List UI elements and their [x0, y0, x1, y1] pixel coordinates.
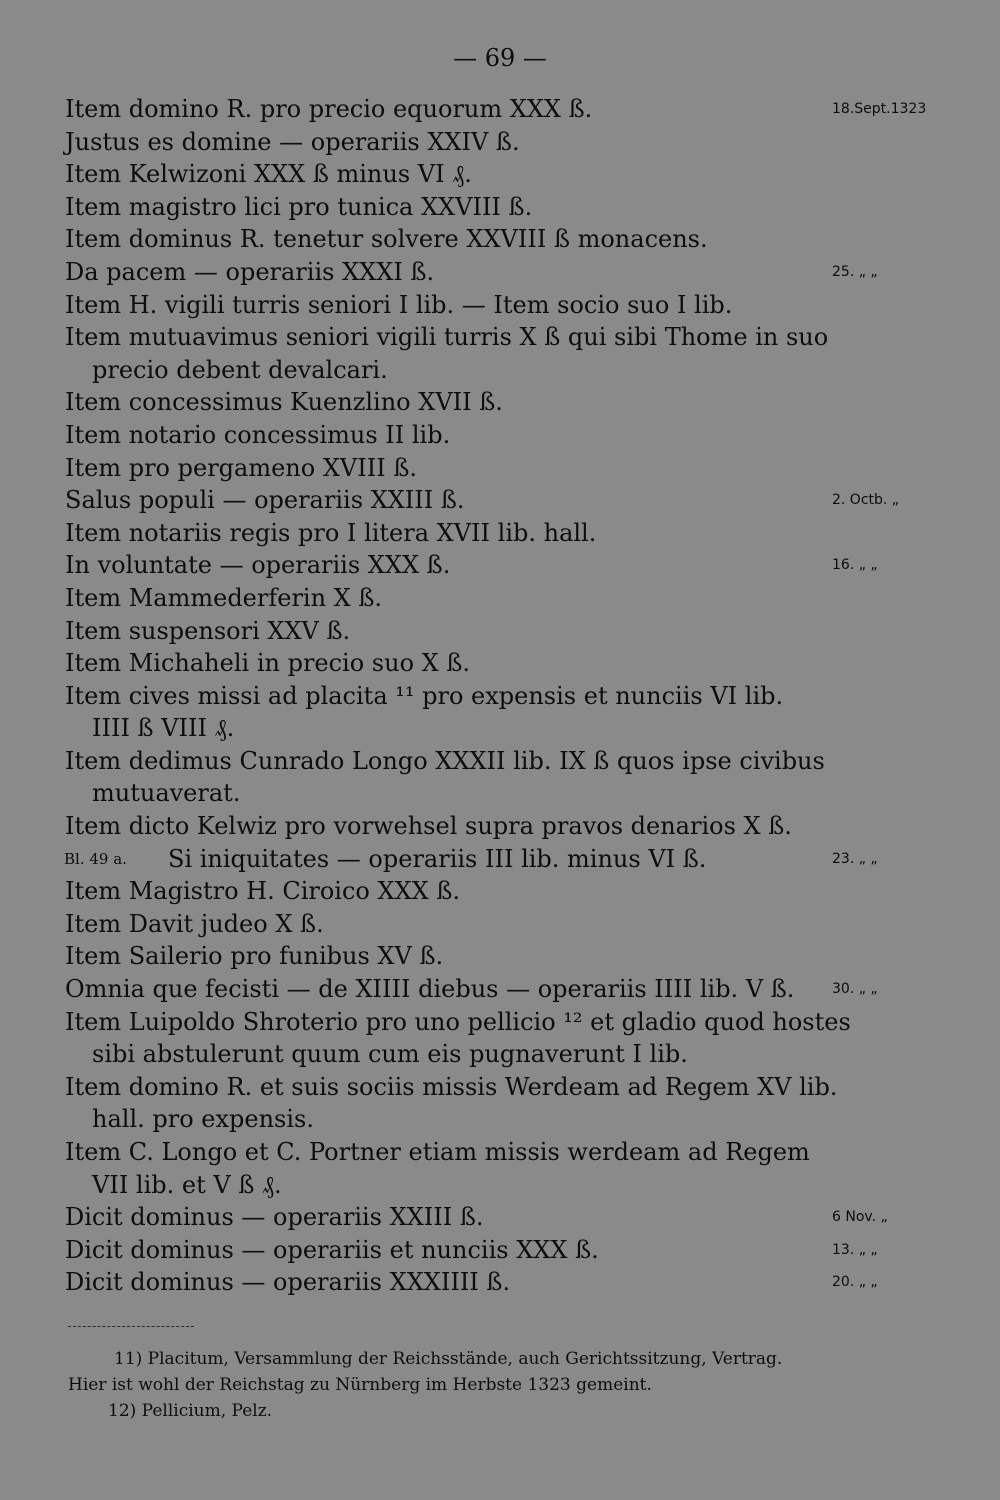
entry-text: Item Mammederferin X ß.	[65, 583, 383, 612]
margin-date: 16. „ „	[832, 557, 878, 574]
entry-text: Justus es domine — operariis XXIV ß.	[65, 127, 520, 156]
ledger-line	[0, 1103, 1000, 1136]
ledger-line	[0, 647, 1000, 680]
footnote-11-continuation: Hier ist wohl der Reichstag zu Nürnberg im Herbste 1323 gemeint.	[68, 1375, 652, 1395]
entry-text: Item cives missi ad placita ¹¹ pro expensis et nunciis VI lib.	[65, 681, 784, 710]
ledger-line	[0, 908, 1000, 941]
ledger-line	[0, 582, 1000, 615]
entry-text: Item Davit judeo X ß.	[65, 909, 324, 938]
entry-text: Dicit dominus — operariis et nunciis XXX ß.	[65, 1235, 599, 1264]
ledger-line	[0, 680, 1000, 713]
entry-text: sibi abstulerunt quum cum eis pugnaverunt I lib.	[92, 1040, 688, 1069]
ledger-line	[0, 1006, 1000, 1039]
entry-text: Item magistro lici pro tunica XXVIII ß.	[65, 192, 533, 221]
entry-text: Si iniquitates — operariis III lib. minus VI ß.	[168, 844, 707, 873]
ledger-line	[0, 93, 1000, 126]
entry-text: Item H. vigili turris seniori I lib. — Item socio suo I lib.	[65, 290, 733, 319]
entry-text: Item pro pergameno XVIII ß.	[65, 453, 417, 482]
footnote-12: 12) Pellicium, Pelz.	[108, 1401, 273, 1421]
ledger-line	[0, 126, 1000, 159]
entry-text: In voluntate — operariis XXX ß.	[65, 551, 451, 580]
ledger-line	[0, 517, 1000, 550]
entry-text: Item Luipoldo Shroterio pro uno pellicio ¹² et gladio quod hostes	[65, 1007, 851, 1036]
ledger-line	[0, 1201, 1000, 1234]
margin-date: 30. „ „	[832, 981, 878, 998]
margin-date: 23. „ „	[832, 850, 878, 867]
ledger-line	[0, 354, 1000, 387]
ledger-line	[0, 745, 1000, 778]
margin-date: 20. „ „	[832, 1274, 878, 1291]
entry-text: precio debent devalcari.	[92, 355, 388, 384]
entry-text: mutuaverat.	[92, 779, 241, 808]
entry-text: Item dominus R. tenetur solvere XXVIII ß monacens.	[65, 225, 708, 254]
ledger-line	[0, 256, 1000, 289]
ledger-line	[0, 289, 1000, 322]
entry-text: Item C. Longo et C. Portner etiam missis werdeam ad Regem	[65, 1138, 810, 1166]
ledger-line	[0, 1136, 1000, 1169]
ledger-line	[0, 1169, 1000, 1202]
entry-text: Item domino R. et suis sociis missis Werdeam ad Regem XV lib.	[65, 1072, 838, 1101]
ledger-line	[0, 158, 1000, 191]
ledger-line	[0, 321, 1000, 354]
entry-text: Item notario concessimus II lib.	[65, 420, 451, 449]
ledger-line	[0, 484, 1000, 517]
ledger-line	[0, 712, 1000, 745]
margin-date: 18.Sept.1323	[832, 101, 927, 117]
footnote-rule	[68, 1326, 194, 1327]
page-number: — 69 —	[453, 44, 547, 72]
ledger-line	[0, 875, 1000, 908]
ledger-line	[0, 223, 1000, 256]
entry-text: Item notariis regis pro I litera XVII lib. hall.	[65, 518, 597, 547]
entry-text: Item mutuavimus seniori vigili turris X ß qui sibi Thome in suo	[65, 323, 829, 352]
entry-text: Item concessimus Kuenzlino XVII ß.	[65, 388, 503, 417]
ledger-line	[0, 386, 1000, 419]
entry-text: VII lib. et V ß ₰.	[92, 1170, 282, 1199]
sheet-reference: Bl. 49 a.	[64, 849, 127, 868]
ledger-line	[0, 191, 1000, 224]
entry-text: Item domino R. pro precio equorum XXX ß.	[65, 95, 593, 123]
footnote-11: 11) Placitum, Versammlung der Reichsstände, auch Gerichtssitzung, Vertrag.	[114, 1349, 783, 1369]
margin-date: 25. „ „	[832, 263, 878, 280]
ledger-line	[0, 940, 1000, 973]
entry-text: Da pacem — operariis XXXI ß.	[65, 257, 435, 286]
ledger-line	[0, 843, 1000, 876]
margin-date: 6 Nov. „	[832, 1209, 888, 1226]
entry-text: IIII ß VIII ₰.	[92, 714, 235, 743]
ledger-line	[0, 1071, 1000, 1104]
entry-text: Item Magistro H. Ciroico XXX ß.	[65, 877, 461, 906]
entry-text: Item Sailerio pro funibus XV ß.	[65, 942, 444, 971]
margin-date: 2. Octb. „	[832, 492, 900, 509]
entry-text: Dicit dominus — operariis XXXIIII ß.	[65, 1268, 511, 1297]
ledger-line	[0, 1234, 1000, 1267]
entry-text: Salus populi — operariis XXIII ß.	[65, 486, 465, 515]
ledger-entries	[0, 93, 1000, 1299]
ledger-line	[0, 810, 1000, 843]
ledger-line	[0, 549, 1000, 582]
entry-text: Item dicto Kelwiz pro vorwehsel supra pravos denarios X ß.	[65, 812, 792, 841]
entry-text: Item suspensori XXV ß.	[65, 616, 351, 645]
ledger-line	[0, 452, 1000, 485]
ledger-line	[0, 777, 1000, 810]
entry-text: Item dedimus Cunrado Longo XXXII lib. IX ß quos ipse civibus	[65, 746, 825, 775]
margin-date: 13. „ „	[832, 1241, 878, 1258]
entry-text: hall. pro expensis.	[92, 1105, 314, 1134]
entry-text: Item Michaheli in precio suo X ß.	[65, 649, 471, 678]
ledger-line	[0, 615, 1000, 648]
entry-text: Dicit dominus — operariis XXIII ß.	[65, 1203, 484, 1232]
ledger-line	[0, 973, 1000, 1006]
entry-text: Item Kelwizoni XXX ß minus VI ₰.	[65, 160, 472, 189]
ledger-line	[0, 419, 1000, 452]
entry-text: Omnia que fecisti — de XIIII diebus — operariis IIII lib. V ß.	[65, 975, 795, 1004]
ledger-line	[0, 1266, 1000, 1299]
ledger-line	[0, 1038, 1000, 1071]
